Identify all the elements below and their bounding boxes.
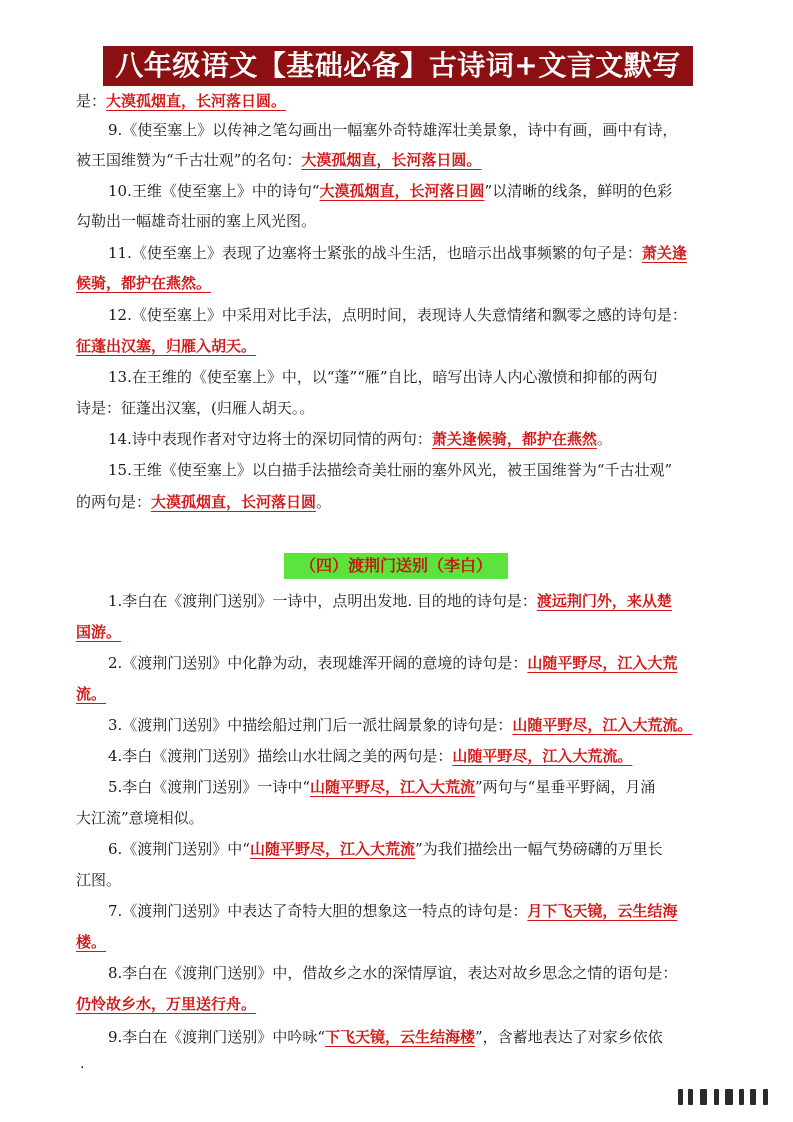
text-line xyxy=(108,238,726,268)
text-line xyxy=(108,424,726,454)
question-text: 8.李白在《渡荆门送别》中，借故乡之水的深情厚谊，表达对故乡思念之情的语句是： xyxy=(108,964,678,982)
question-text: 诗是：征蓬出汉塞，(归雁人胡天。。 xyxy=(76,399,315,417)
text-line xyxy=(108,648,726,678)
question-text: 9.《使至塞上》以传神之笔勾画出一幅塞外奇特雄浑壮美景象，诗中有画，画中有诗， xyxy=(108,121,678,139)
question-text: 10.王维《使至塞上》中的诗句“ xyxy=(108,182,320,200)
answer-text: 山随平野尽，江入大荒流 xyxy=(249,840,415,858)
question-text: 11.《使至塞上》表现了边塞将士紧张的战斗生活，也暗示出战事频繁的句子是： xyxy=(108,244,642,262)
question-text: 5.李白《渡荆门送别》一诗中“ xyxy=(108,778,310,796)
answer-text: 大漠孤烟直，长河落日圆。 xyxy=(301,151,482,169)
answer-text: 大漠孤烟直，长河落日圆。 xyxy=(106,92,287,110)
answer-text: 山随平野尽，江入大荒流 xyxy=(309,778,475,796)
text-line xyxy=(108,772,726,802)
section-title: （四）渡荆门送别（李白） xyxy=(284,553,508,579)
answer-text: 下飞天镜，云生结海楼 xyxy=(324,1028,475,1046)
text-line xyxy=(76,803,726,833)
question-text: 7.《渡荆门送别》中表达了奇特大胆的想象这一特点的诗句是： xyxy=(108,902,528,920)
answer-text: 大漠孤烟直，长河落日圆 xyxy=(151,493,317,511)
question-text: 。 xyxy=(316,493,332,511)
answer-text: 渡远荆门外，来从楚 xyxy=(536,592,672,610)
text-line xyxy=(76,989,726,1019)
question-text: ”为我们描绘出一幅气势磅礴的万里长 xyxy=(415,840,663,858)
question-text: 是： xyxy=(76,92,107,110)
question-text: 勾勒出一幅雄奇壮丽的塞上风光图。 xyxy=(76,212,317,230)
question-text: ”以清晰的线条，鲜明的色彩 xyxy=(484,182,673,200)
question-text: ”，含蓄地表达了对家乡依依 xyxy=(475,1028,663,1046)
text-line xyxy=(76,206,726,236)
question-text: 2.《渡荆门送别》中化静为动，表现雄浑开阔的意境的诗句是： xyxy=(108,654,528,672)
question-text: 的两句是： xyxy=(76,493,152,511)
text-line xyxy=(108,710,726,740)
answer-text: 征蓬出汉塞，归雁入胡天。 xyxy=(76,337,257,355)
text-line xyxy=(108,362,726,392)
answer-text: 大漠孤烟直，长河落日圆 xyxy=(319,182,485,200)
answer-text: 流。 xyxy=(76,685,107,703)
answer-text: 仍怜故乡水，万里送行舟。 xyxy=(76,995,257,1013)
answer-text: 萧关逢候骑，都护在燕然 xyxy=(431,430,597,448)
answer-text: 楼。 xyxy=(76,933,107,951)
text-line xyxy=(108,834,726,864)
question-text: 13.在王维的《使至塞上》中，以“蓬”“雁”自比，暗写出诗人内心激愤和抑郁的两句 xyxy=(108,368,658,386)
text-line xyxy=(76,617,726,647)
answer-text: 国游。 xyxy=(76,623,122,641)
page-title: 八年级语文【基础必备】古诗词+文言文默写 xyxy=(103,46,693,86)
question-text: 4.李白《渡荆门送别》描绘山水壮阔之美的两句是： xyxy=(108,747,453,765)
answer-text: 山随平野尽，江入大荒流。 xyxy=(512,716,693,734)
text-line xyxy=(108,741,726,771)
question-text: 1.李白在《渡荆门送别》一诗中，点明出发地. 目的地的诗句是： xyxy=(108,592,537,610)
question-text: 大江流”意境相似。 xyxy=(76,809,204,827)
question-text: 。 xyxy=(596,430,612,448)
question-text: 江图。 xyxy=(76,871,122,889)
answer-text: 萧关逢 xyxy=(641,244,687,262)
text-line xyxy=(108,958,726,988)
question-text: 15.王维《使至塞上》以白描手法描绘奇美壮丽的塞外风光，被王国维誉为“千古壮观” xyxy=(108,461,673,479)
text-line xyxy=(76,487,726,517)
text-line xyxy=(108,300,726,330)
answer-text: 山随平野尽，江入大荒 xyxy=(527,654,678,672)
question-text: 12.《使至塞上》中采用对比手法，点明时间，表现诗人失意情绪和飘零之感的诗句是： xyxy=(108,306,687,324)
answer-text: 月下飞天镜，云生结海 xyxy=(527,902,678,920)
question-text: 14.诗中表现作者对守边将士的深切同情的两句： xyxy=(108,430,432,448)
question-text: 6.《渡荆门送别》中“ xyxy=(108,840,250,858)
text-line xyxy=(76,393,726,423)
text-line xyxy=(108,115,726,145)
question-text: 被王国维赞为“千古壮观”的名句： xyxy=(76,151,302,169)
watermark-barcode-icon xyxy=(678,1086,778,1108)
trailing-dot xyxy=(80,1057,84,1071)
question-text: 3.《渡荆门送别》中描绘船过荆门后一派壮阔景象的诗句是： xyxy=(108,716,513,734)
answer-text: 候骑，都护在燕然。 xyxy=(76,274,212,292)
text-line xyxy=(108,896,726,926)
question-text: ”两句与“星垂平野阔，月涌 xyxy=(475,778,656,796)
text-line xyxy=(108,1022,726,1052)
text-line xyxy=(76,679,726,709)
question-text: . xyxy=(80,1056,85,1072)
text-line xyxy=(76,331,726,361)
text-line xyxy=(76,927,726,957)
text-line xyxy=(76,865,726,895)
text-line xyxy=(76,145,726,175)
text-line xyxy=(108,176,726,206)
text-line xyxy=(76,268,726,298)
answer-text: 山随平野尽，江入大荒流。 xyxy=(452,747,633,765)
text-line xyxy=(108,586,726,616)
question-text: 9.李白在《渡荆门送别》中吟咏“ xyxy=(108,1028,325,1046)
text-line xyxy=(108,455,726,485)
text-line xyxy=(76,86,726,116)
